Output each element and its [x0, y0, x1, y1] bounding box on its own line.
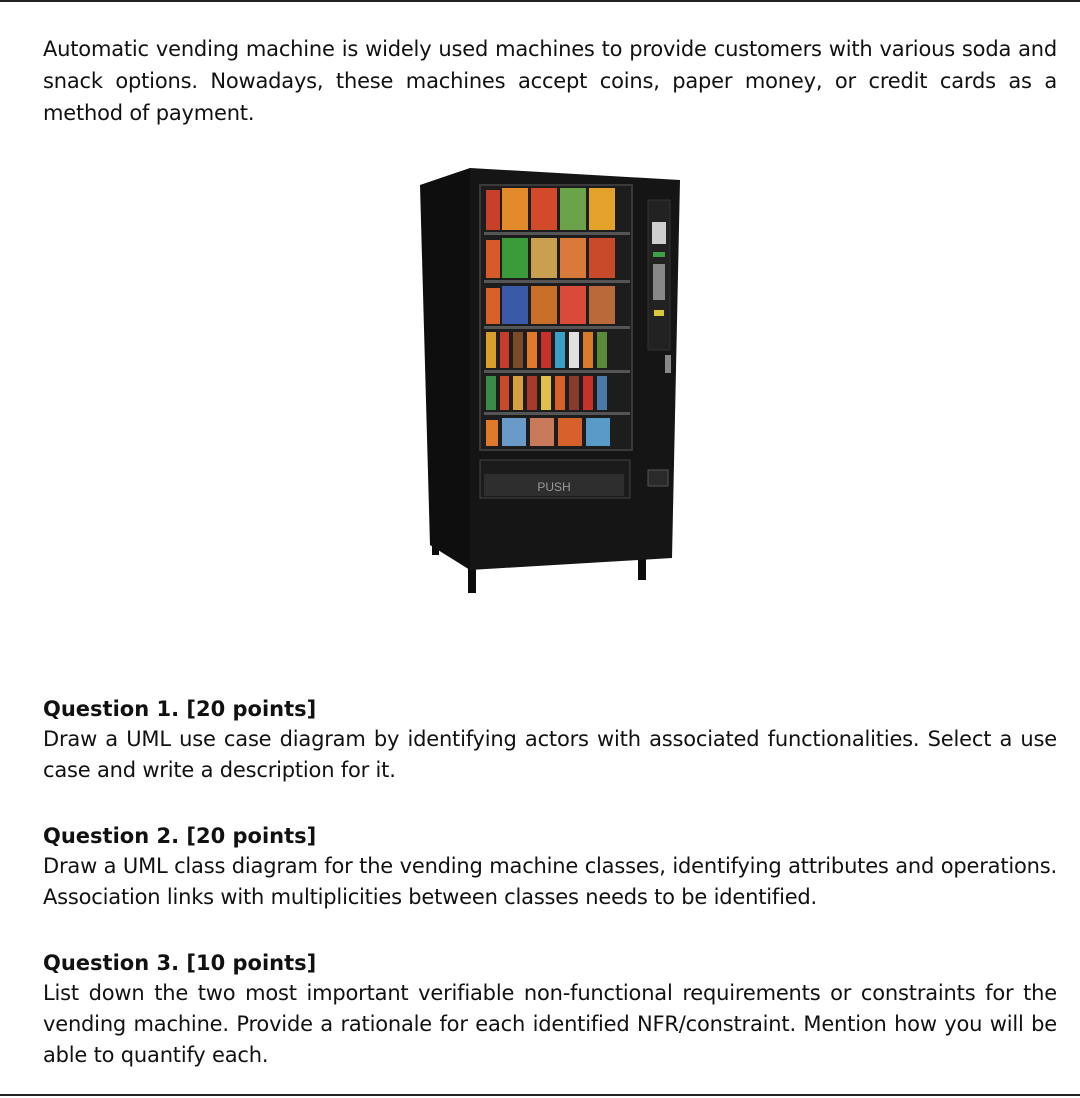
coin-slot	[654, 310, 664, 316]
bill-slot	[652, 222, 666, 244]
bottom-rule	[0, 1094, 1080, 1096]
question-body: List down the two most important verifiable non-functional requirements or constraints for the vending machine. Provide a rationale for each identified NFR/constraint. Mention how you will be able to quantify each.	[43, 981, 1057, 1067]
question-title: Question 2. [20 points]	[43, 824, 317, 848]
question-2	[43, 821, 1057, 913]
machine-side-panel	[420, 168, 470, 570]
coin-return	[665, 355, 671, 373]
vending-machine-image	[410, 160, 690, 600]
display	[653, 252, 665, 257]
question-title: Question 3. [10 points]	[43, 951, 317, 975]
intro-paragraph: Automatic vending machine is widely used machines to provide customers with various soda and snack options. Nowadays, these machines accept coins, paper money, or credit cards as a method of payment.	[43, 37, 1057, 125]
question-body: Draw a UML class diagram for the vending machine classes, identifying attributes and operations. Association links with multiplicities between classes needs to be identified.	[43, 854, 1057, 909]
question-1	[43, 694, 1057, 786]
question-body: Draw a UML use case diagram by identifying actors with associated functionalities. Select a use case and write a description for it.	[43, 727, 1057, 782]
question-3	[43, 948, 1057, 1071]
question-title: Question 1. [20 points]	[43, 697, 317, 721]
coin-return-door	[648, 470, 668, 486]
top-rule	[0, 0, 1080, 2]
keypad	[653, 264, 665, 300]
push-label: PUSH	[537, 480, 571, 494]
